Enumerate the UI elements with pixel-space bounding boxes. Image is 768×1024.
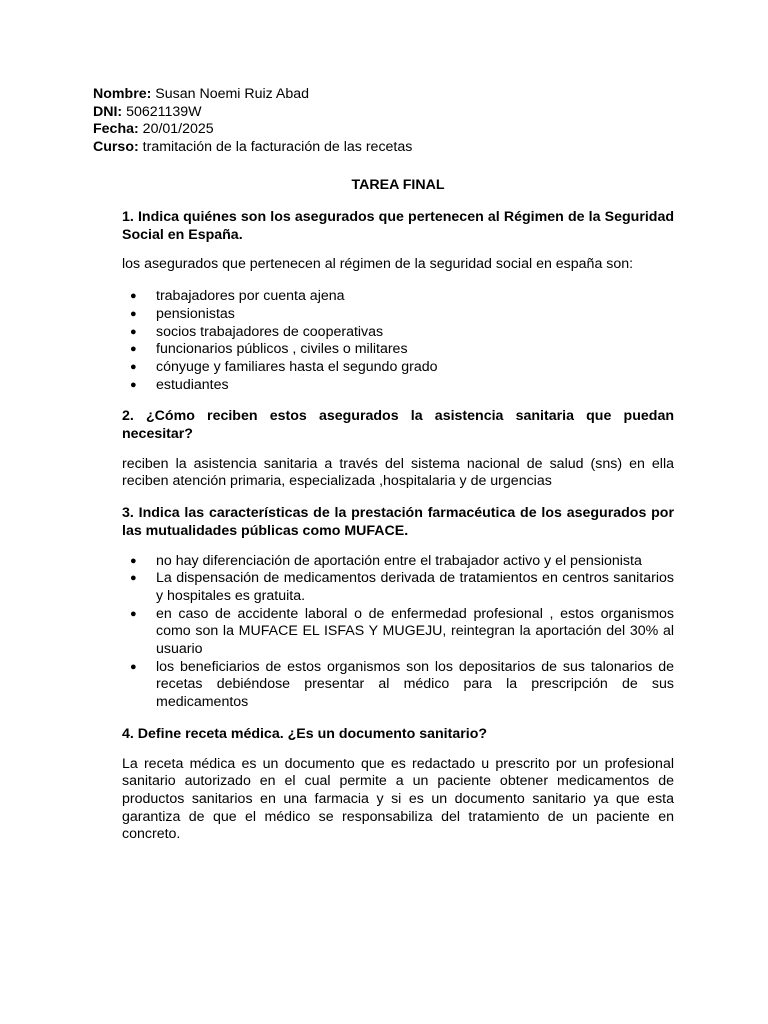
answer-3-list [122,553,674,712]
bullet-icon: ● [130,572,137,585]
question-1: 1. Indica quiénes son los asegurados que pertenecen al Régimen de la Seguridad Social en España. [122,209,674,243]
bullet-icon: ● [130,360,137,373]
list-item [122,288,674,306]
list-item [122,324,674,342]
name-label: Nombre: [93,86,152,102]
list-item-text: funcionarios públicos , civiles o militares [156,341,408,358]
list-item [122,659,674,712]
bullet-icon: ● [130,290,137,303]
assignment-body [122,177,674,858]
list-item-text: cónyuge y familiares hasta el segundo grado [156,358,438,375]
student-info [93,86,412,157]
list-item [122,306,674,324]
dni-value: 50621139W [122,103,202,120]
bullet-icon: ● [130,378,137,391]
bullet-icon: ● [130,325,137,338]
date-label: Fecha: [93,121,139,138]
list-item-text: estudiantes [156,376,229,393]
dni-line [93,104,412,122]
course-line [93,139,412,157]
bullet-icon: ● [130,554,137,567]
list-item [122,570,674,605]
question-3: 3. Indica las características de la prestación farmacéutica de los asegurados por las mutualidades públicas como MUFACE. [122,505,674,539]
list-item [122,553,674,571]
answer-2: reciben la asistencia sanitaria a través del sistema nacional de salud (sns) en ella reciben atención primaria, especializada ,hospitalaria y de urgencias [122,455,674,490]
course-value: tramitación de la facturación de las recetas [138,139,413,156]
question-2: 2. ¿Cómo reciben estos asegurados la asistencia sanitaria que puedan necesitar? [122,408,674,443]
list-item-text: no hay diferenciación de aportación entre el trabajador activo y el pensionista [156,552,642,569]
date-line [93,121,412,139]
bullet-icon: ● [130,343,137,356]
list-item [122,359,674,377]
bullet-icon: ● [130,607,137,620]
bullet-icon: ● [130,660,137,673]
dni-label: DNI: [93,103,123,120]
answer-4: La receta médica es un documento que es redactado u prescrito por un profesional sanitario autorizado en el cual permite a un paciente obtener medicamentos de productos sanitarios en una farmacia y si es un documento sanitario ya que esta garantiza de que el médico se responsabiliza del tratamiento de un paciente en concreto. [122,755,674,843]
list-item [122,341,674,359]
list-item-text: pensionistas [156,305,235,322]
date-value: 20/01/2025 [138,121,214,138]
list-item-text: socios trabajadores de cooperativas [156,323,384,340]
bullet-icon: ● [130,307,137,320]
list-item-text: los beneficiarios de estos organismos son los depositarios de sus talonarios de recetas debiéndose presentar al médico para la prescripción de sus medicamentos [156,658,674,711]
course-label: Curso: [93,139,139,156]
name-value: Susan Noemi Ruiz Abad [151,86,310,102]
name-line [93,86,412,104]
question-4: 4. Define receta médica. ¿Es un documento sanitario? [122,725,488,742]
page-title: TAREA FINAL [351,177,445,193]
list-item [122,377,674,395]
answer-1-list [122,288,674,394]
answer-1-intro: los asegurados que pertenecen al régimen de la seguridad social en españa son: [122,256,634,273]
list-item [122,606,674,659]
list-item-text: trabajadores por cuenta ajena [156,288,345,305]
list-item-text: La dispensación de medicamentos derivada de tratamientos en centros sanitarios y hospitales es gratuita. [156,570,674,604]
list-item-text: en caso de accidente laboral o de enfermedad profesional , estos organismos como son la MUFACE EL ISFAS Y MUGEJU, reintegran la aportación del 30% al usuario [156,605,674,658]
